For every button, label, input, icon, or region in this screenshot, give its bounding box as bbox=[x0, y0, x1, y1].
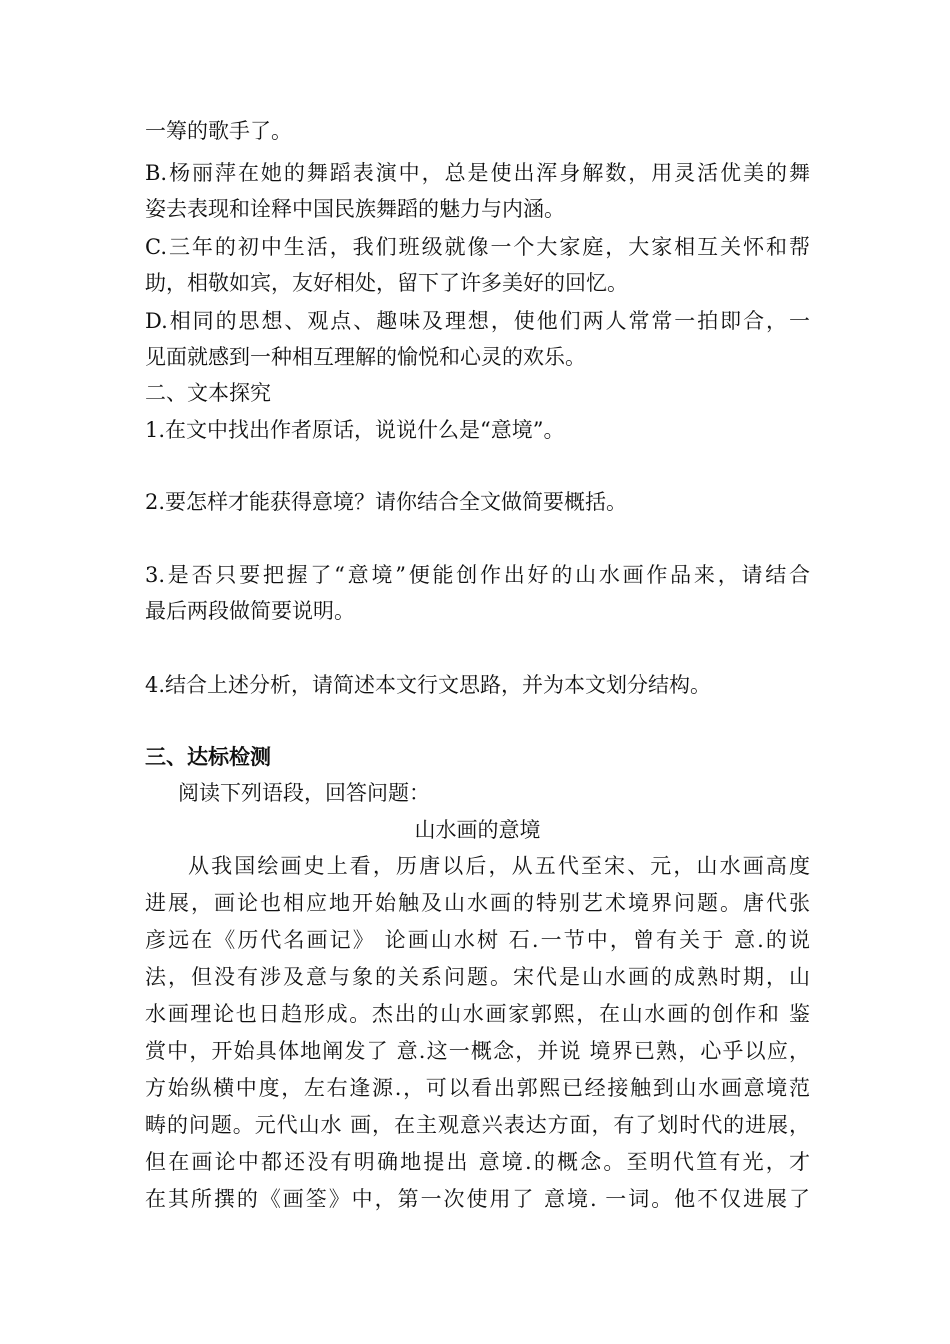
option-c-line-1: C.三年的初中生活，我们班级就像一个大家庭，大家相互关怀和帮 bbox=[145, 235, 810, 259]
question-3-line-1: 3.是否只要把握了“意境”便能创作出好的山水画作品来，请结合 bbox=[145, 563, 810, 587]
article-line-7: 方始纵横中度，左右逢源.，可以看出郭熙已经接触到山水画意境范 bbox=[145, 1076, 810, 1100]
article-line-1: 从我国绘画史上看，历唐以后，从五代至宋、元，山水画高度 bbox=[188, 854, 810, 878]
article-line-5: 水画理论也日趋形成。杰出的山水画家郭熙，在山水画的创作和 鉴 bbox=[145, 1002, 810, 1026]
reading-instruction: 阅读下列语段，回答问题： bbox=[178, 781, 430, 805]
article-line-10: 在其所撰的《画筌》中，第一次使用了 意境. 一词。他不仅进展了 bbox=[145, 1187, 810, 1211]
question-4: 4.结合上述分析，请简述本文行文思路，并为本文划分结构。 bbox=[145, 673, 712, 697]
article-line-3: 彦远在《历代名画记》 论画山水树 石.一节中，曾有关于 意.的说 bbox=[145, 928, 810, 952]
option-d-line-2: 见面就感到一种相互理解的愉悦和心灵的欢乐。 bbox=[145, 345, 586, 369]
article-line-8: 畴的问题。元代山水 画，在主观意兴表达方面，有了划时代的进展， bbox=[145, 1113, 810, 1137]
option-b-line-1: B.杨丽萍在她的舞蹈表演中，总是使出浑身解数，用灵活优美的舞 bbox=[145, 161, 810, 185]
option-b-line-2: 姿去表现和诠释中国民族舞蹈的魅力与内涵。 bbox=[145, 197, 565, 221]
option-a-tail: 一筹的歌手了。 bbox=[145, 119, 292, 143]
article-title: 山水画的意境 bbox=[414, 818, 541, 842]
article-line-2: 进展，画论也相应地开始触及山水画的特别艺术境界问题。唐代张 bbox=[145, 891, 810, 915]
question-3-line-2: 最后两段做简要说明。 bbox=[145, 599, 355, 623]
article-line-9: 但在画论中都还没有明确地提出 意境.的概念。至明代笪有光，才 bbox=[145, 1150, 810, 1174]
article-line-6: 赏中，开始具体地阐发了 意.这一概念，并说 境界已熟，心乎以应， bbox=[145, 1039, 810, 1063]
option-c-line-2: 助，相敬如宾，友好相处，留下了许多美好的回忆。 bbox=[145, 271, 628, 295]
question-2: 2.要怎样才能获得意境？请你结合全文做简要概括。 bbox=[145, 490, 628, 514]
section-3-title: 三、达标检测 bbox=[145, 745, 271, 769]
question-1: 1.在文中找出作者原话，说说什么是“意境”。 bbox=[145, 418, 565, 442]
section-2-title: 二、文本探究 bbox=[145, 381, 271, 405]
article-line-4: 法，但没有涉及意与象的关系问题。宋代是山水画的成熟时期，山 bbox=[145, 965, 810, 989]
option-d-line-1: D.相同的思想、观点、趣味及理想，使他们两人常常一拍即合，一 bbox=[145, 309, 810, 333]
